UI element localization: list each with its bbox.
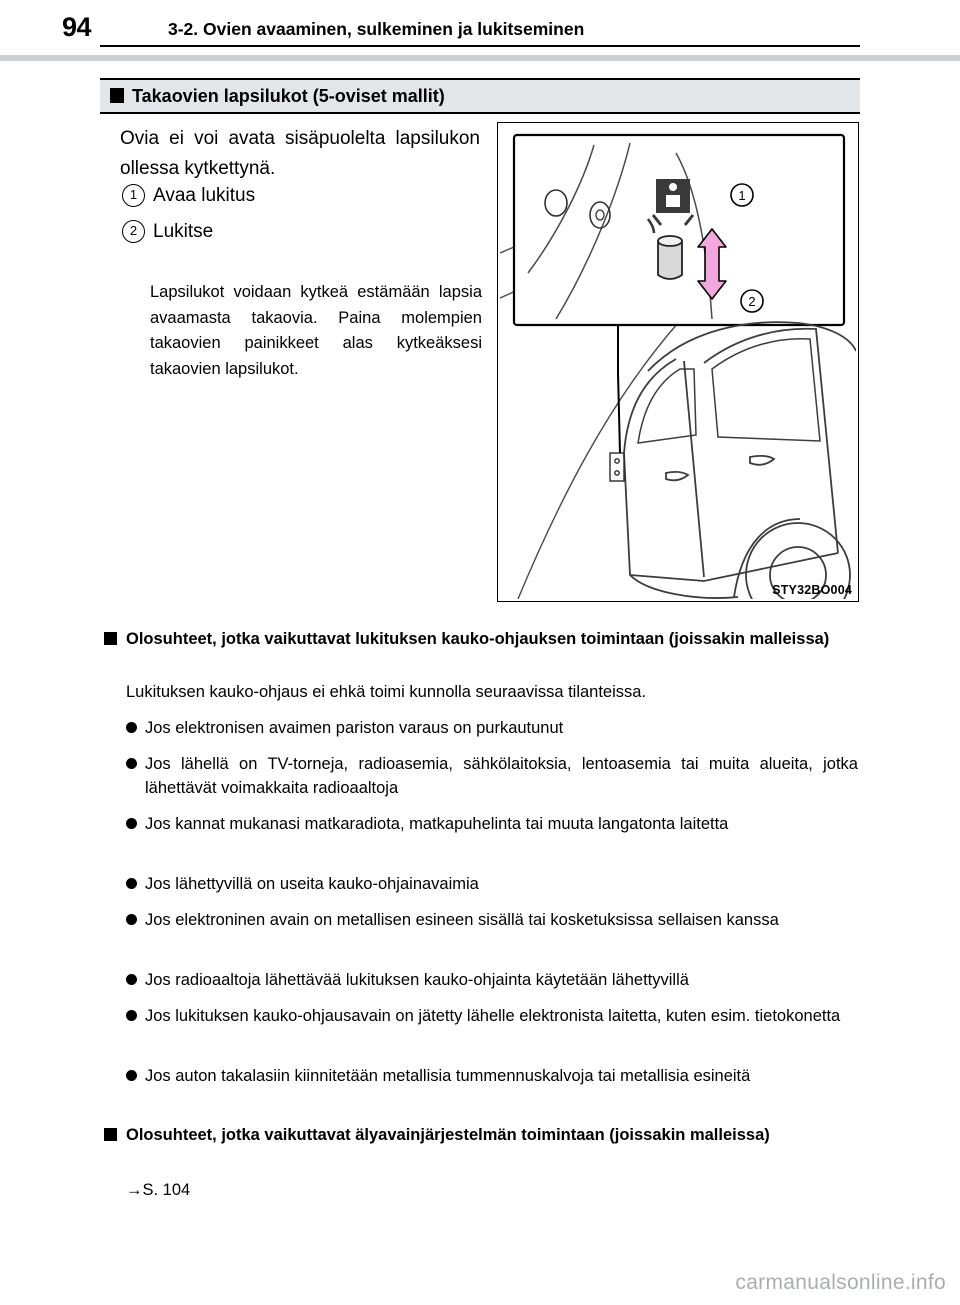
- bullet-dot-icon: [126, 818, 137, 829]
- section-marker-icon: [110, 88, 124, 103]
- bullet-dot-icon: [126, 878, 137, 889]
- step-label-1: Avaa lukitus: [153, 185, 256, 206]
- list-item: [126, 716, 858, 740]
- list-item-text: Jos lähellä on TV-torneja, radioasemia, sähkölaitoksia, lentoasemia tai muita alueita, jotka lähettävät voimakkaita radioaaltoja: [145, 755, 858, 797]
- page-number: 94: [62, 12, 92, 42]
- body-paragraph: Lapsilukot voidaan kytkeä estämään lapsia avaamasta takaovia. Paina molempien takaovien painikkeet alas kytkeäksesi takaovien lapsilukot.: [150, 283, 482, 378]
- bullet-dot-icon: [126, 914, 137, 925]
- list-item: [126, 908, 858, 932]
- list-item: [126, 752, 858, 800]
- lead-paragraph: Ovia ei voi avata sisäpuolelta lapsilukon ollessa kytkettynä.: [120, 128, 480, 179]
- list-item-text: Jos kannat mukanasi matkaradiota, matkapuhelinta tai muuta langatonta laitetta: [145, 815, 729, 833]
- child-lock-lever: [658, 236, 682, 279]
- callout-1: [731, 184, 753, 206]
- subsection-marker-icon: [104, 1128, 117, 1141]
- footer-watermark: carmanualsonline.info: [735, 1271, 946, 1294]
- illustration-svg: [498, 123, 856, 599]
- bullet-dot-icon: [126, 758, 137, 769]
- svg-text:2: 2: [748, 294, 756, 309]
- illustration-child-lock: [497, 122, 859, 602]
- bullet-dot-icon: [126, 722, 137, 733]
- list-item-text: Jos elektroninen avain on metallisen esineen sisällä tai kosketuksissa sellaisen kanssa: [145, 911, 779, 929]
- list-item-text: Jos lukituksen kauko-ohjausavain on jätetty lähelle elektronista laitetta, kuten esim. tietokonetta: [145, 1007, 841, 1025]
- subsection-heading-smartkey: [104, 1124, 860, 1147]
- list-item: [126, 872, 858, 896]
- list-item-text: Jos lähettyvillä on useita kauko-ohjainavaimia: [145, 875, 479, 893]
- subsection-heading-smartkey-text: Olosuhteet, jotka vaikuttavat älyavainjärjestelmän toimintaan (joissakin malleissa): [126, 1126, 770, 1144]
- svg-text:1: 1: [738, 188, 746, 203]
- section-title-band: [100, 78, 860, 114]
- step-1: [122, 183, 255, 209]
- step-number-2: 2: [122, 220, 145, 243]
- page-header: [0, 0, 960, 60]
- page-reference[interactable]: →S. 104: [126, 1181, 191, 1199]
- list-item-text: Jos radioaaltoja lähettävää lukituksen kauko-ohjainta käytetään lähettyvillä: [145, 971, 689, 989]
- header-accent-bar: [0, 55, 960, 61]
- list-item-text: Jos auton takalasiin kiinnitetään metallisia tummennuskalvoja tai metallisia esineitä: [145, 1067, 751, 1085]
- subsection-marker-icon: [104, 632, 117, 645]
- list-item: [126, 968, 858, 992]
- step-2: [122, 219, 213, 245]
- figure-caption: STY32BO004: [772, 583, 852, 597]
- subsection-heading-remote: [104, 628, 860, 651]
- list-item: [126, 1004, 858, 1028]
- subsection-heading-remote-text: Olosuhteet, jotka vaikuttavat lukituksen kauko-ohjauksen toimintaan (joissakin malleissa): [126, 630, 830, 648]
- header-title: 3-2. Ovien avaaminen, sulkeminen ja lukitseminen: [168, 19, 585, 39]
- callout-2: [741, 290, 763, 312]
- step-number-1: 1: [122, 184, 145, 207]
- remote-intro-text: Lukituksen kauko-ohjaus ei ehkä toimi kunnolla seuraavissa tilanteissa.: [126, 683, 647, 701]
- list-item-text: Jos elektronisen avaimen pariston varaus on purkautunut: [145, 719, 564, 737]
- section-title: Takaovien lapsilukot (5-oviset mallit): [132, 86, 445, 106]
- bullet-dot-icon: [126, 974, 137, 985]
- bullet-dot-icon: [126, 1070, 137, 1081]
- bullet-dot-icon: [126, 1010, 137, 1021]
- step-label-2: Lukitse: [153, 221, 214, 242]
- list-item: [126, 1064, 858, 1088]
- header-rule: [100, 45, 860, 47]
- list-item: [126, 812, 858, 836]
